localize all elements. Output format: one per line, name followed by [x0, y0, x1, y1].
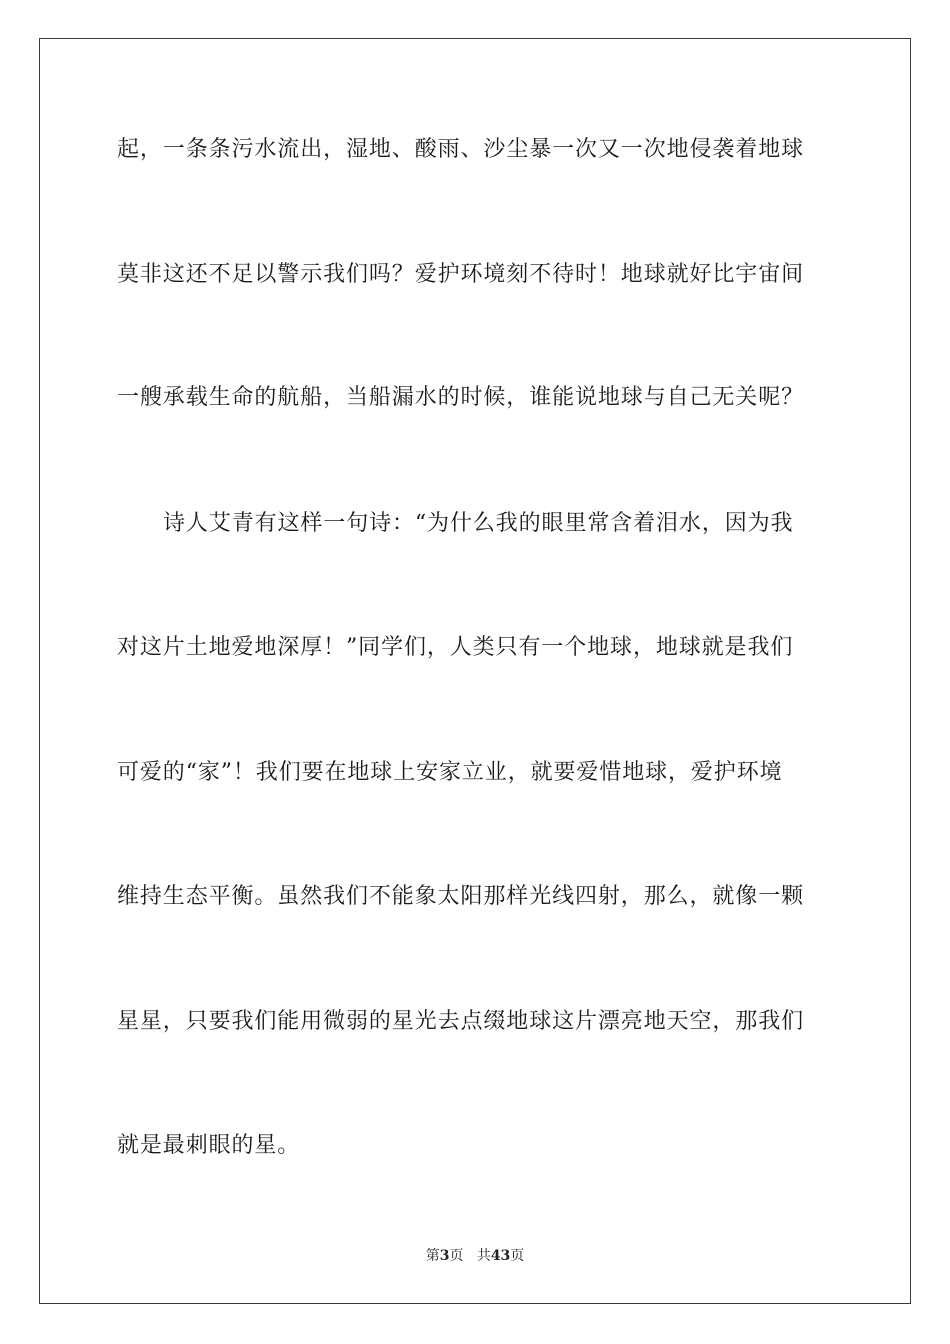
page-footer — [0, 1247, 950, 1265]
text-line-5: 对这片土地爱地深厚！”同学们，人类只有一个地球，地球就是我们 — [117, 635, 794, 660]
total-suffix: 页 — [510, 1248, 525, 1264]
text-line-8: 星星，只要我们能用微弱的星光去点缀地球这片漂亮地天空，那我们 — [117, 1009, 805, 1034]
text-line-4: 诗人艾青有这样一句诗：“为什么我的眼里常含着泪水，因为我 — [163, 511, 794, 536]
total-pages: 43 — [490, 1248, 511, 1264]
page-prefix: 第 — [425, 1248, 440, 1264]
text-line-3: 一艘承载生命的航船，当船漏水的时候，谁能说地球与自己无关呢？ — [117, 385, 805, 410]
page-suffix: 页 — [449, 1248, 464, 1264]
total-prefix: 共 — [476, 1248, 491, 1264]
page-border — [39, 38, 911, 1304]
text-line-9: 就是最刺眼的星。 — [117, 1133, 301, 1158]
text-line-1: 起，一条条污水流出，湿地、酸雨、沙尘暴一次又一次地侵袭着地球 — [117, 137, 805, 162]
page-number: 3 — [439, 1248, 450, 1264]
text-line-6: 可爱的“家”！我们要在地球上安家立业，就要爱惜地球，爱护环境 — [117, 760, 783, 785]
text-line-7: 维持生态平衡。虽然我们不能象太阳那样光线四射，那么，就像一颗 — [117, 884, 805, 909]
text-line-2: 莫非这还不足以警示我们吗？爱护环境刻不待时！地球就好比宇宙间 — [117, 262, 805, 287]
